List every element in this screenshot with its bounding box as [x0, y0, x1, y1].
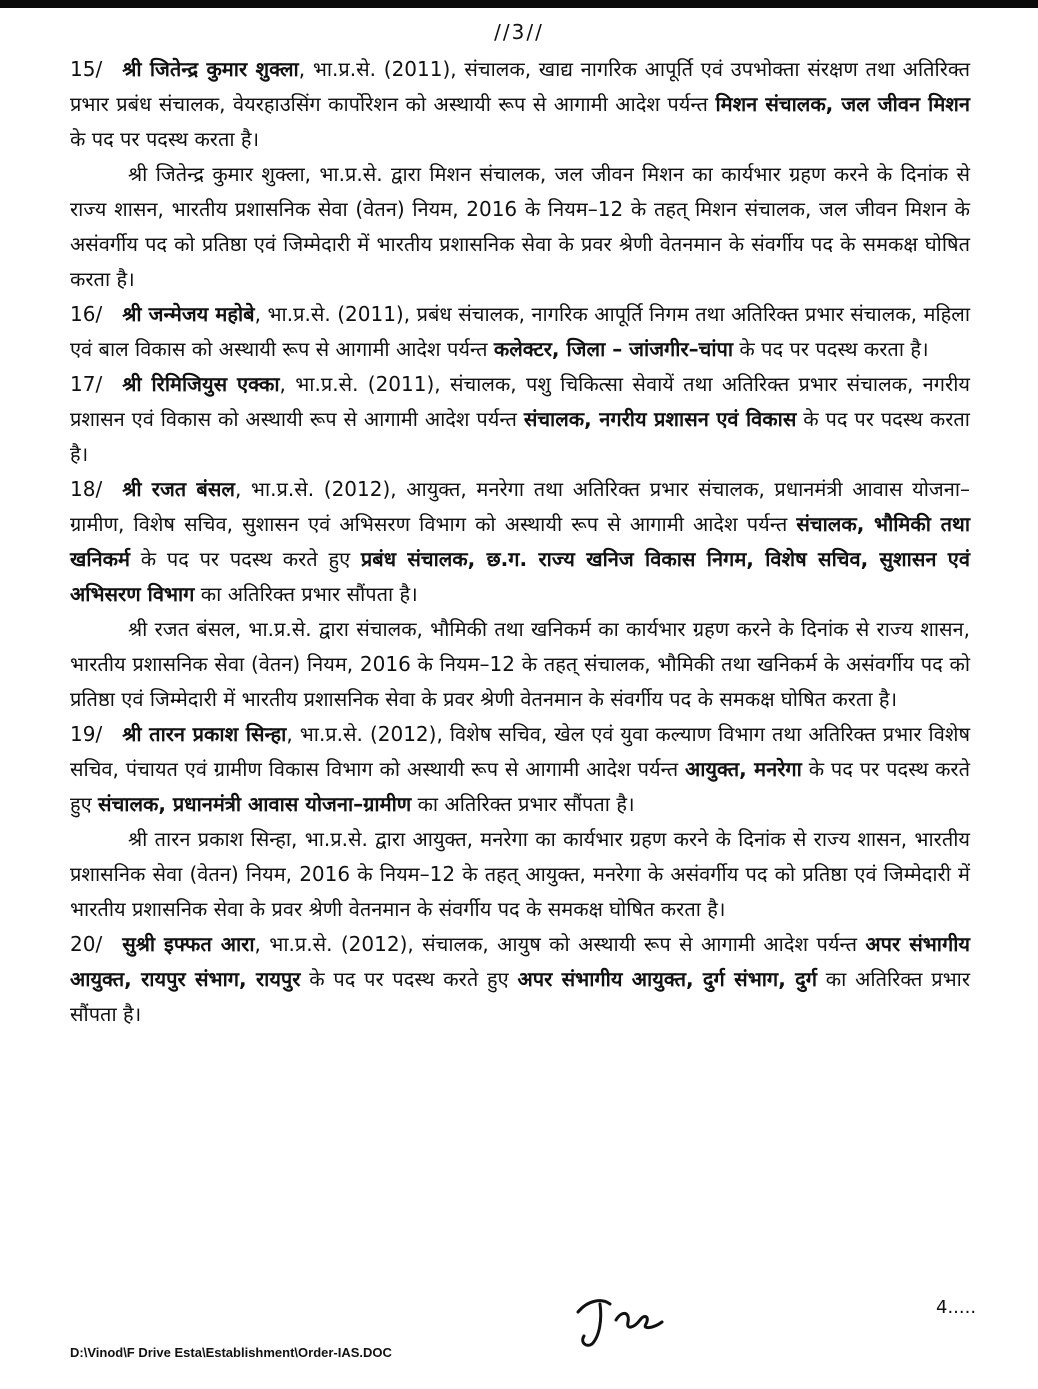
body-text: का अतिरिक्त प्रभार सौंपता है।	[411, 792, 635, 816]
body-text: , भा.प्र.से. (2011), संचालक, पशु चिकित्सा सेवायें तथा अतिरिक्त प्रभार संचालक, नगरीय प्रशासन एवं विकास को अस्थायी रूप से आगामी आदेश पर्यन्त	[70, 372, 970, 431]
emphasized-text: कलेक्टर, जिला – जांजगीर–चांपा	[493, 337, 734, 361]
declaration-paragraph	[70, 822, 970, 927]
body-text: का अतिरिक्त प्रभार सौंपता है।	[194, 582, 418, 606]
order-item-paragraph	[70, 52, 970, 157]
emphasized-text: संचालक, नगरीय प्रशासन एवं विकास	[523, 407, 797, 431]
item-number: 15/	[70, 57, 103, 81]
body-text: , भा.प्र.से. (2012), आयुक्त, मनरेगा तथा अतिरिक्त प्रभार संचालक, प्रधानमंत्री आवास योजना–ग्रामीण, विशेष सचिव, सुशासन एवं अभिसरण विभाग को अस्थायी रूप से आगामी आदेश पर्यन्त	[70, 477, 971, 536]
item-number: 17/	[70, 372, 103, 396]
body-text: के पद पर पदस्थ करते हुए	[300, 967, 518, 991]
order-body	[70, 52, 970, 1032]
order-item-paragraph	[70, 297, 970, 367]
footer-file-path: D:\Vinod\F Drive Esta\Establishment\Order-IAS.DOC	[70, 1345, 392, 1360]
emphasized-text: श्री तारन प्रकाश सिन्हा	[122, 722, 287, 746]
order-item-paragraph	[70, 927, 970, 1032]
body-text: , भा.प्र.से. (2011), संचालक, खाद्य नागरिक आपूर्ति एवं उपभोक्ता संरक्षण तथा अतिरिक्त प्रभार प्रबंध संचालक, वेयरहाउसिंग कार्पोरेशन को अस्थायी रूप से आगामी आदेश पर्यन्त	[70, 57, 971, 116]
emphasized-text: मिशन संचालक, जल जीवन मिशन	[715, 92, 970, 116]
order-item-paragraph	[70, 472, 970, 612]
body-text: श्री तारन प्रकाश सिन्हा, भा.प्र.से. द्वारा आयुक्त, मनरेगा का कार्यभार ग्रहण करने के दिनांक से राज्य शासन, भारतीय प्रशासनिक सेवा (वेतन) नियम, 2016 के नियम–12 के तहत् आयुक्त, मनरेगा के असंवर्गीय पद को प्रतिष्ठा एवं जिम्मेदारी में भारतीय प्रशासनिक सेवा के प्रवर श्रेणी वेतनमान के संवर्गीय पद के समकक्ष घोषित करता है।	[70, 827, 970, 921]
body-text: के पद पर पदस्थ करते हुए	[129, 547, 361, 571]
emphasized-text: श्री रजत बंसल	[122, 477, 235, 501]
body-text: के पद पर पदस्थ करते हुए	[70, 757, 971, 816]
emphasized-text: श्री जितेन्द्र कुमार शुक्ला	[122, 57, 299, 81]
declaration-paragraph	[70, 612, 970, 717]
emphasized-text: प्रबंध संचालक, छ.ग. राज्य खनिज विकास निगम, विशेष सचिव, सुशासन एवं अभिसरण विभाग	[70, 547, 970, 606]
body-text: का अतिरिक्त प्रभार सौंपता है।	[70, 967, 971, 1026]
order-item-paragraph	[70, 717, 970, 822]
signature-mark	[570, 1290, 670, 1350]
emphasized-text: संचालक, प्रधानमंत्री आवास योजना–ग्रामीण	[98, 792, 412, 816]
emphasized-text: सुश्री इफ्फत आरा	[122, 932, 255, 956]
emphasized-text: अपर संभागीय आयुक्त, रायपुर संभाग, रायपुर	[70, 932, 970, 991]
declaration-paragraph	[70, 157, 970, 297]
body-text: , भा.प्र.से. (2012), संचालक, आयुष को अस्थायी रूप से आगामी आदेश पर्यन्त	[254, 932, 866, 956]
emphasized-text: श्री जन्मेजय महोबे	[122, 302, 255, 326]
emphasized-text: आयुक्त, मनरेगा	[684, 757, 802, 781]
body-text: के पद पर पदस्थ करता है।	[733, 337, 929, 361]
emphasized-text: अपर संभागीय आयुक्त, दुर्ग संभाग, दुर्ग	[517, 967, 818, 991]
order-item-paragraph	[70, 367, 970, 472]
emphasized-text: श्री रिमिजियुस एक्का	[122, 372, 280, 396]
item-number: 20/	[70, 932, 103, 956]
top-edge-bar	[0, 0, 1038, 8]
body-text: के पद पर पदस्थ करता है।	[70, 127, 260, 151]
item-number: 16/	[70, 302, 103, 326]
item-number: 18/	[70, 477, 103, 501]
body-text: , भा.प्र.से. (2011), प्रबंध संचालक, नागरिक आपूर्ति निगम तथा अतिरिक्त प्रभार संचालक, महिला एवं बाल विकास को अस्थायी रूप से आगामी आदेश पर्यन्त	[70, 302, 970, 361]
item-number: 19/	[70, 722, 103, 746]
body-text: , भा.प्र.से. (2012), विशेष सचिव, खेल एवं युवा कल्याण विभाग तथा अतिरिक्त प्रभार विशेष सचिव, पंचायत एवं ग्रामीण विकास विभाग को अस्थायी रूप से आगामी आदेश पर्यन्त	[70, 722, 970, 781]
continued-page-note: 4.....	[936, 1297, 977, 1318]
body-text: के पद पर पदस्थ करता है।	[70, 407, 970, 466]
body-text: श्री रजत बंसल, भा.प्र.से. द्वारा संचालक, भौमिकी तथा खनिकर्म का कार्यभार ग्रहण करने के दिनांक से राज्य शासन, भारतीय प्रशासनिक सेवा (वेतन) नियम, 2016 के नियम–12 के तहत् संचालक, भौमिकी तथा खनिकर्म के असंवर्गीय पद को प्रतिष्ठा एवं जिम्मेदारी में भारतीय प्रशासनिक सेवा के प्रवर श्रेणी वेतनमान के संवर्गीय पद के समकक्ष घोषित करता है।	[70, 617, 970, 711]
body-text: श्री जितेन्द्र कुमार शुक्ला, भा.प्र.से. द्वारा मिशन संचालक, जल जीवन मिशन का कार्यभार ग्रहण करने के दिनांक से राज्य शासन, भारतीय प्रशासनिक सेवा (वेतन) नियम, 2016 के नियम–12 के तहत् मिशन संचालक, जल जीवन मिशन के असंवर्गीय पद को प्रतिष्ठा एवं जिम्मेदारी में भारतीय प्रशासनिक सेवा के प्रवर श्रेणी वेतनमान के संवर्गीय पद के समकक्ष घोषित करता है।	[70, 162, 970, 291]
page-number-marker: //3//	[494, 20, 544, 44]
emphasized-text: संचालक, भौमिकी तथा खनिकर्म	[70, 512, 970, 571]
